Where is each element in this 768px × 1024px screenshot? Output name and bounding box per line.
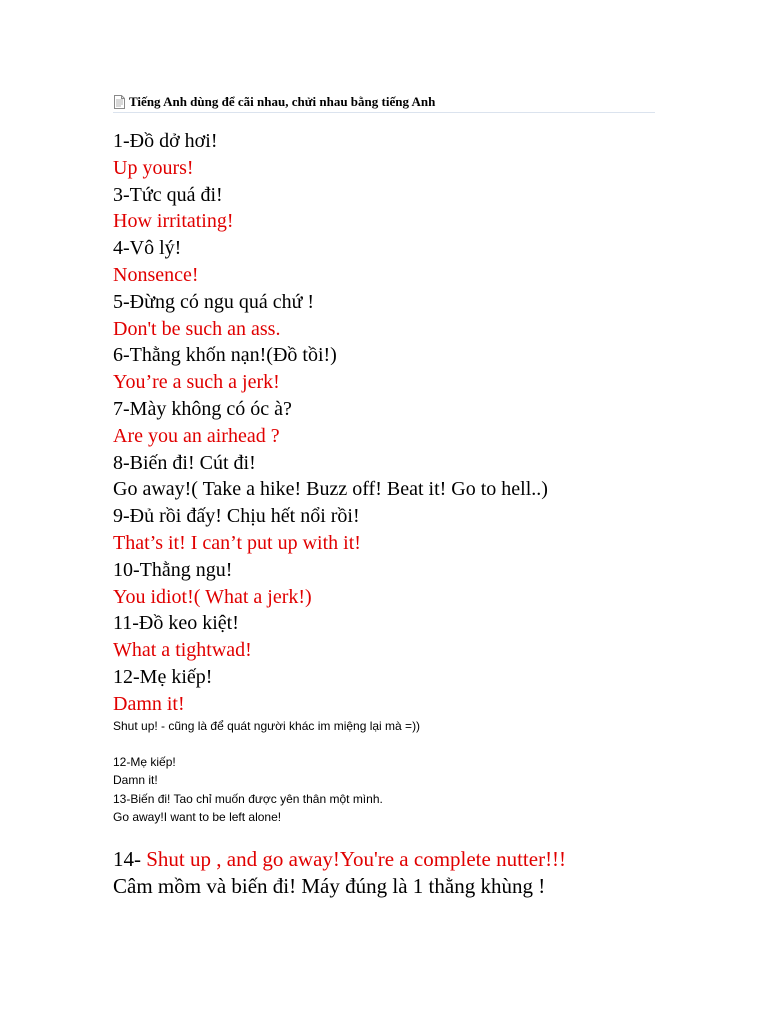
note-line-go-away: Go away!I want to be left alone! (113, 810, 282, 824)
english-phrase: Nonsence! (113, 263, 199, 286)
vietnamese-phrase: 4-Vô lý! (113, 237, 182, 260)
english-phrase: What a tightwad! (113, 639, 252, 662)
vietnamese-phrase: 8-Biến đi! Cút đi! (113, 451, 256, 474)
vietnamese-phrase: 7-Mày không có óc à? (113, 397, 292, 420)
english-phrase: Damn it! (113, 692, 185, 715)
document-title-row (113, 92, 655, 113)
english-phrase: That’s it! I can’t put up with it! (113, 531, 361, 554)
vietnamese-phrase: 5-Đừng có ngu quá chứ ! (113, 290, 315, 313)
english-phrase: Up yours! (113, 156, 194, 179)
english-phrase: You’re a such a jerk! (113, 371, 280, 394)
document-icon (113, 95, 126, 109)
vietnamese-phrase: 10-Thằng ngu! (113, 558, 233, 581)
document-title: Tiếng Anh dùng để cãi nhau, chửi nhau bằng tiếng Anh (129, 94, 436, 109)
english-phrase: How irritating! (113, 210, 234, 233)
note-line-damn-it: Damn it! (113, 773, 158, 787)
item-14-english-text: Shut up , and go away!You're a complete nutter!!! (146, 847, 567, 871)
shut-up-note: Shut up! - cũng là để quát người khác im miệng lại mà =)) (113, 719, 421, 733)
vietnamese-phrase: 9-Đủ rồi đấy! Chịu hết nổi rồi! (113, 505, 360, 528)
note-line-12: 12-Mẹ kiếp! (113, 755, 176, 769)
vietnamese-phrase: 11-Đồ keo kiệt! (113, 612, 239, 635)
vietnamese-phrase: Go away!( Take a hike! Buzz off! Beat it! Go to hell..) (113, 478, 548, 501)
note-line-13: 13-Biến đi! Tao chỉ muốn được yên thân một mình. (113, 792, 383, 806)
item-14-vietnamese: Câm mồm và biến đi! Máy đúng là 1 thằng khùng ! (113, 874, 546, 898)
vietnamese-phrase: 3-Tức quá đi! (113, 183, 223, 206)
vietnamese-phrase: 6-Thằng khốn nạn!(Đồ tồi!) (113, 344, 337, 367)
vietnamese-phrase: 1-Đồ dở hơi! (113, 130, 218, 152)
item-14-english (113, 845, 566, 873)
vietnamese-phrase: 12-Mẹ kiếp! (113, 665, 213, 688)
english-phrase: You idiot!( What a jerk!) (113, 585, 312, 608)
item-14-number: 14- (113, 847, 147, 871)
english-phrase: Are you an airhead ? (113, 424, 280, 447)
english-phrase: Don't be such an ass. (113, 317, 281, 340)
phrase-list (113, 128, 753, 718)
